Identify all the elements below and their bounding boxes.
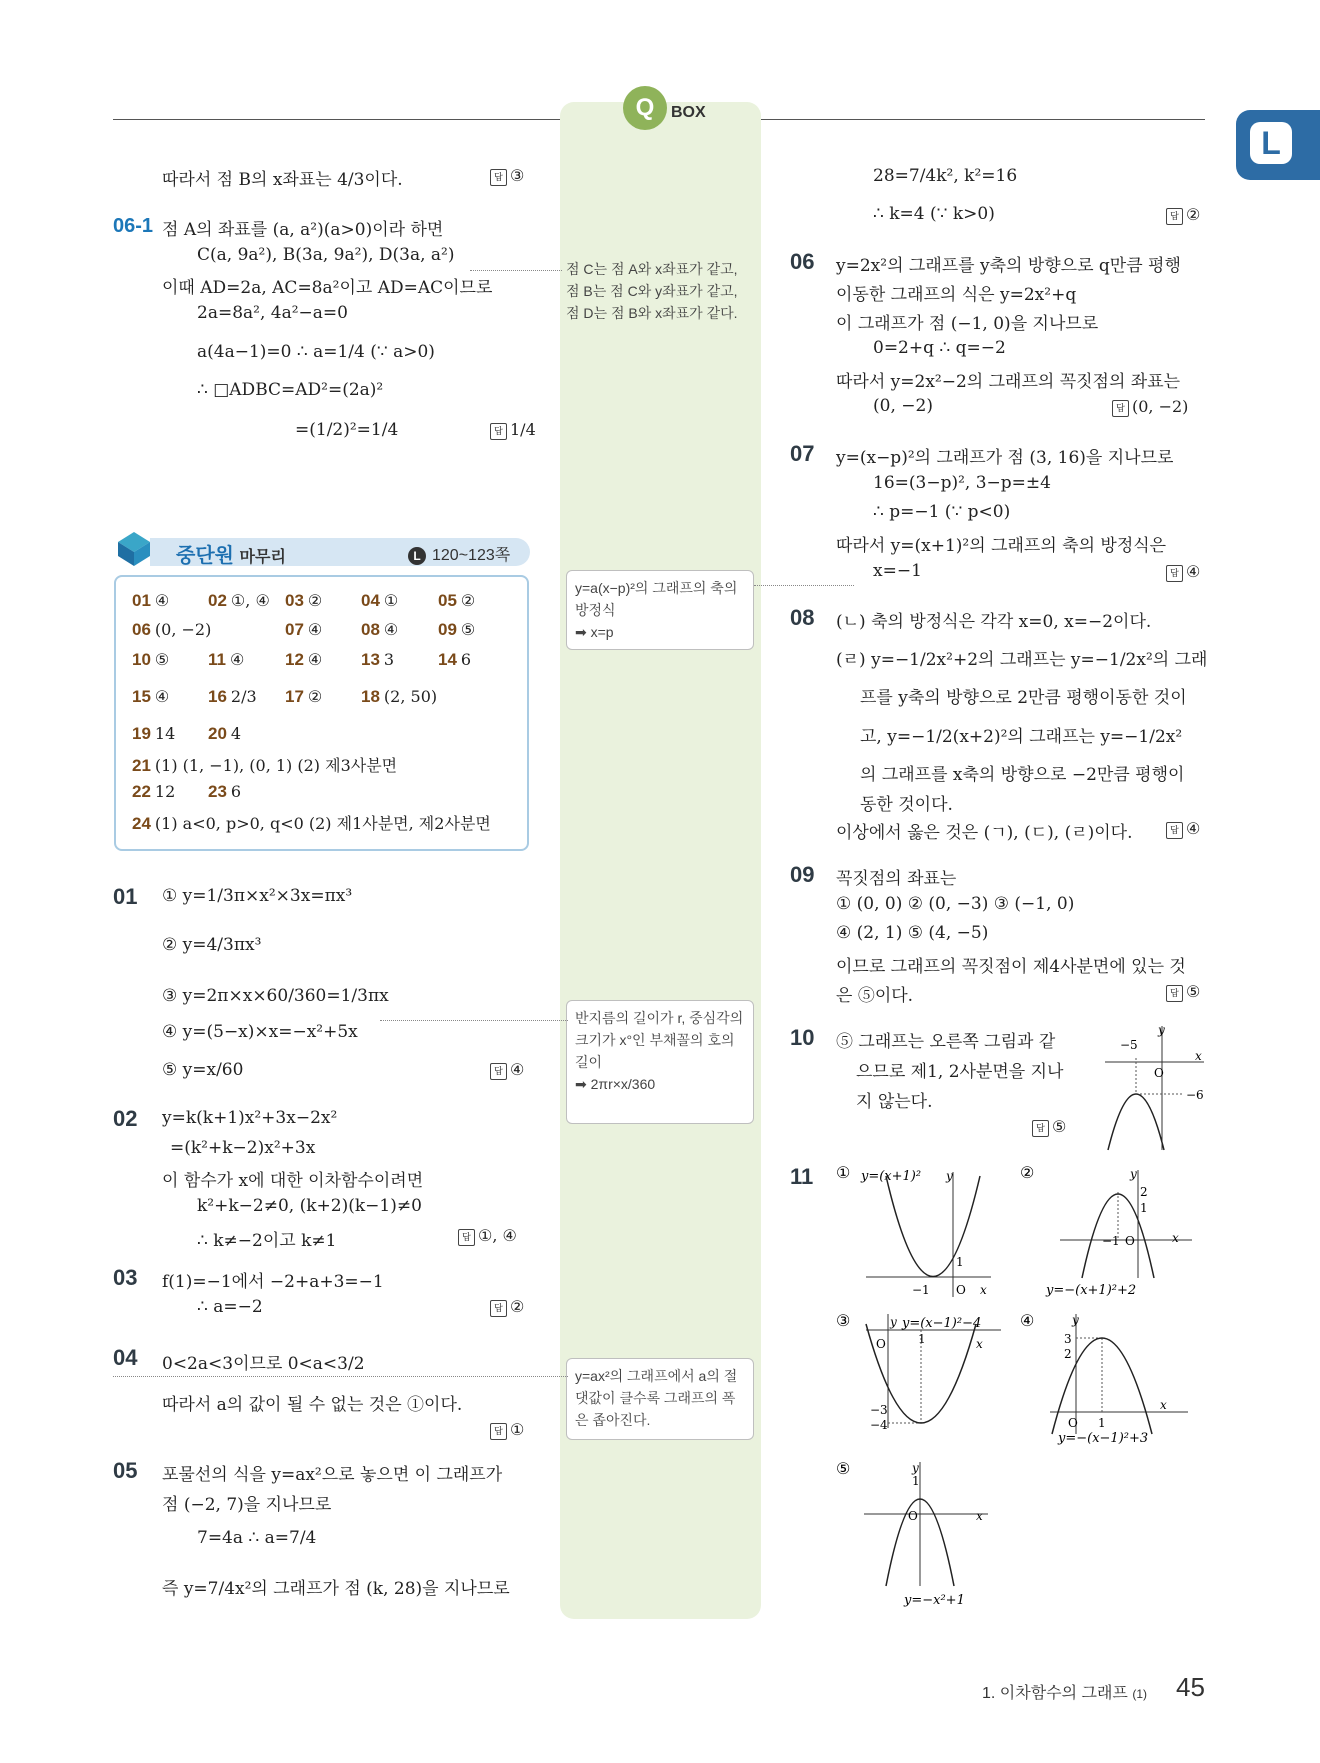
summary-07: 07 ④ bbox=[285, 620, 323, 639]
s10-line-1: 으므로 제1, 2사분면을 지나 bbox=[856, 1062, 1064, 1082]
solution-05-number: 05 bbox=[113, 1458, 138, 1483]
graph-11-2-x: x bbox=[1172, 1231, 1179, 1245]
graph-10 bbox=[1100, 1020, 1210, 1152]
s01-line-4: ⑤ y=x/60 bbox=[162, 1060, 244, 1080]
answer-07: 답 ④ bbox=[1166, 562, 1200, 582]
p061-line-6: =(1/2)²=1/4 bbox=[295, 420, 399, 440]
solution-07-number: 07 bbox=[790, 441, 815, 466]
header-rule-left bbox=[113, 119, 560, 120]
graph-11-2-o: O bbox=[1125, 1234, 1135, 1248]
s06-line-4: 따라서 y=2x²−2의 그래프의 꼭짓점의 좌표는 bbox=[836, 372, 1181, 392]
summary-02: 02 ①, ④ bbox=[208, 591, 270, 610]
graph-11-3-mark: ③ bbox=[836, 1311, 851, 1330]
graph-11-2-two: 2 bbox=[1140, 1185, 1148, 1199]
qbox-note-2 bbox=[566, 570, 754, 650]
s06-line-0: y=2x²의 그래프를 y축의 방향으로 q만큼 평행 bbox=[836, 256, 1181, 276]
summary-16: 16 2/3 bbox=[208, 687, 257, 706]
s06-line-1: 이동한 그래프의 식은 y=2x²+q bbox=[836, 285, 1077, 305]
qbox-leader-1 bbox=[470, 270, 562, 271]
summary-13: 13 3 bbox=[361, 650, 395, 669]
qbox-note-3-formula: ➡ 2πr×x/360 bbox=[575, 1076, 656, 1092]
solution-03-number: 03 bbox=[113, 1265, 138, 1290]
solution-01-number: 01 bbox=[113, 884, 138, 909]
summary-22: 22 12 bbox=[132, 782, 176, 801]
qbox-note-1: 점 C는 점 A와 x좌표가 같고, 점 B는 점 C와 y좌표가 같고, 점 D는 점 B와 x좌표가 같다. bbox=[566, 261, 738, 321]
summary-04: 04 ① bbox=[361, 591, 399, 610]
summary-14: 14 6 bbox=[438, 650, 472, 669]
qbox-leader-3 bbox=[380, 1020, 568, 1021]
answer-08: 답 ④ bbox=[1166, 819, 1200, 839]
answer-06: 답 (0, −2) bbox=[1112, 397, 1188, 417]
graph-11-2 bbox=[1020, 1162, 1200, 1302]
p061-line-5: ∴ □ADBC=AD²=(2a)² bbox=[197, 380, 384, 400]
p061-line-4: a(4a−1)=0 ∴ a=1/4 (∵ a>0) bbox=[197, 342, 435, 362]
s08-line-0: (ㄴ) 축의 방정식은 각각 x=0, x=−2이다. bbox=[836, 612, 1152, 632]
answer-top-left: 답 ③ bbox=[490, 166, 524, 186]
answer-summary-box bbox=[114, 575, 529, 851]
s03-line-1: ∴ a=−2 bbox=[197, 1297, 263, 1317]
s05-line-0: 포물선의 식을 y=ax²으로 놓으면 이 그래프가 bbox=[162, 1465, 503, 1485]
s04-line-1: 따라서 a의 값이 될 수 없는 것은 ①이다. bbox=[162, 1395, 463, 1415]
answer-01: 답 ④ bbox=[490, 1060, 524, 1080]
summary-15: 15 ④ bbox=[132, 687, 170, 706]
graph-11-5-label: y=−x²+1 bbox=[904, 1593, 965, 1608]
qbox-leader-2 bbox=[754, 585, 854, 586]
s01-line-3: ④ y=(5−x)×x=−x²+5x bbox=[162, 1022, 358, 1042]
graph-11-1-curve bbox=[886, 1176, 980, 1277]
summary-19: 19 14 bbox=[132, 724, 176, 743]
s01-line-2: ③ y=2π×x×60/360=1/3πx bbox=[162, 986, 389, 1006]
graph-11-5-one: 1 bbox=[912, 1474, 920, 1488]
s09-line-0: 꼭짓점의 좌표는 bbox=[836, 869, 957, 889]
graph-10-tick-neg6: −6 bbox=[1186, 1088, 1204, 1102]
graph-11-3-neg4: −4 bbox=[870, 1418, 888, 1432]
s07-line-1: 16=(3−p)², 3−p=±4 bbox=[873, 473, 1051, 493]
r-top-line-0: 28=7/4k², k²=16 bbox=[873, 166, 1018, 186]
qbox-leader-4 bbox=[113, 1376, 568, 1377]
answer-r-top: 답 ② bbox=[1166, 205, 1200, 225]
footer-chapter: 1. 이차함수의 그래프 (1) bbox=[982, 1685, 1148, 1702]
summary-05: 05 ② bbox=[438, 591, 476, 610]
s02-line-2: 이 함수가 x에 대한 이차함수이려면 bbox=[162, 1171, 424, 1191]
summary-10: 10 ⑤ bbox=[132, 650, 170, 669]
s09-line-4: 은 ⑤이다. bbox=[836, 986, 914, 1006]
s08-line-3: 고, y=−1/2(x+2)²의 그래프는 y=−1/2x² bbox=[860, 727, 1183, 747]
graph-11-3-y: y bbox=[890, 1315, 897, 1329]
s06-line-3: 0=2+q ∴ q=−2 bbox=[873, 338, 1006, 358]
section-title: 중단원 마무리 bbox=[176, 545, 286, 567]
s09-line-2: ④ (2, 1) ⑤ (4, −5) bbox=[836, 923, 989, 943]
summary-24: 24 (1) a<0, p>0, q<0 (2) 제1사분면, 제2사분면 bbox=[132, 814, 491, 833]
s02-line-0: y=k(k+1)x²+3x−2x² bbox=[162, 1108, 338, 1128]
r-top-line-1: ∴ k=4 (∵ k>0) bbox=[873, 204, 995, 224]
section-cube-icon bbox=[114, 528, 154, 568]
graph-10-origin: O bbox=[1154, 1066, 1164, 1080]
tab-l-icon: L bbox=[1250, 122, 1292, 164]
graph-11-1-y: y bbox=[946, 1169, 953, 1183]
chapter-tab bbox=[1236, 110, 1320, 180]
s08-line-6: 이상에서 옳은 것은 (ㄱ), (ㄷ), (ㄹ)이다. bbox=[836, 823, 1133, 843]
graph-11-2-one: 1 bbox=[1140, 1201, 1148, 1215]
s09-line-3: 이므로 그래프의 꼭짓점이 제4사분면에 있는 것 bbox=[836, 957, 1186, 977]
s10-line-0: ⑤ 그래프는 오른쪽 그림과 같 bbox=[836, 1032, 1056, 1052]
s07-line-4: x=−1 bbox=[873, 561, 922, 581]
graph-11-4-three: 3 bbox=[1064, 1332, 1072, 1346]
p061-line-3: 2a=8a², 4a²−a=0 bbox=[197, 303, 348, 323]
answer-09: 답 ⑤ bbox=[1166, 982, 1200, 1002]
summary-18: 18 (2, 50) bbox=[361, 687, 438, 706]
s02-line-1: =(k²+k−2)x²+3x bbox=[170, 1138, 316, 1158]
graph-11-5-o: O bbox=[908, 1509, 918, 1523]
summary-09: 09 ⑤ bbox=[438, 620, 476, 639]
s07-line-0: y=(x−p)²의 그래프가 점 (3, 16)을 지나므로 bbox=[836, 448, 1174, 468]
graph-10-tick-neg5: −5 bbox=[1120, 1038, 1138, 1052]
graph-11-5-y: y bbox=[912, 1461, 919, 1475]
answer-02: 답 ①, ④ bbox=[458, 1226, 517, 1246]
s05-line-3: 즉 y=7/4x²의 그래프가 점 (k, 28)을 지나므로 bbox=[162, 1579, 510, 1599]
graph-10-y-label: y bbox=[1158, 1023, 1165, 1037]
qbox-note-3 bbox=[566, 1000, 754, 1124]
s01-line-0: ① y=1/3π×x²×3x=πx³ bbox=[162, 886, 353, 906]
graph-11-1 bbox=[836, 1162, 996, 1302]
s07-line-2: ∴ p=−1 (∵ p<0) bbox=[873, 502, 1011, 522]
summary-20: 20 4 bbox=[208, 724, 242, 743]
graph-11-2-label: y=−(x+1)²+2 bbox=[1046, 1283, 1137, 1298]
s06-line-2: 이 그래프가 점 (−1, 0)을 지나므로 bbox=[836, 314, 1099, 334]
s08-line-1: (ㄹ) y=−1/2x²+2의 그래프는 y=−1/2x²의 그래 bbox=[836, 650, 1208, 670]
solution-10-number: 10 bbox=[790, 1025, 815, 1050]
summary-03: 03 ② bbox=[285, 591, 323, 610]
answer-03: 답 ② bbox=[490, 1297, 524, 1317]
answer-10: 답 ⑤ bbox=[1032, 1117, 1066, 1137]
graph-11-1-o: O bbox=[956, 1283, 966, 1297]
graph-11-3-x: x bbox=[976, 1337, 983, 1351]
graph-10-curve bbox=[1108, 1094, 1164, 1150]
qbox-label: BOX bbox=[671, 104, 706, 121]
s05-line-2: 7=4a ∴ a=7/4 bbox=[197, 1528, 317, 1548]
graph-11-4-one: 1 bbox=[1098, 1416, 1106, 1430]
summary-08: 08 ④ bbox=[361, 620, 399, 639]
page-number: 45 bbox=[1176, 1672, 1205, 1702]
summary-11: 11 ④ bbox=[208, 650, 245, 669]
summary-17: 17 ② bbox=[285, 687, 323, 706]
s08-line-5: 동한 것이다. bbox=[860, 795, 953, 815]
graph-11-1-one: 1 bbox=[956, 1255, 964, 1269]
graph-11-2-y: y bbox=[1130, 1167, 1137, 1181]
graph-11-2-mark: ② bbox=[1020, 1163, 1035, 1182]
answer-04: 답 ① bbox=[490, 1420, 524, 1440]
problem-06-1-number: 06-1 bbox=[113, 215, 154, 237]
graph-11-4-y: y bbox=[1072, 1313, 1079, 1327]
solution-02-number: 02 bbox=[113, 1106, 138, 1131]
s02-line-4: ∴ k≠−2이고 k≠1 bbox=[197, 1231, 337, 1251]
qbox-note-3-text: 반지름의 길이가 r, 중심각의 크기가 x°인 부채꼴의 호의 길이 bbox=[575, 1010, 744, 1070]
line-b-x: 따라서 점 B의 x좌표는 4/3이다. bbox=[162, 170, 403, 190]
graph-11-1-mark: ① bbox=[836, 1163, 851, 1182]
graph-11-4-mark: ④ bbox=[1020, 1311, 1035, 1330]
header-rule-right bbox=[761, 119, 1205, 120]
summary-12: 12 ④ bbox=[285, 650, 323, 669]
p061-line-0: 점 A의 좌표를 (a, a²)(a>0)이라 하면 bbox=[162, 220, 444, 240]
graph-11-5-x: x bbox=[976, 1509, 983, 1523]
section-icon bbox=[114, 528, 154, 568]
s04-line-0: 0<2a<3이므로 0<a<3/2 bbox=[162, 1354, 365, 1374]
graph-11-5-mark: ⑤ bbox=[836, 1459, 851, 1478]
s01-line-1: ② y=4/3πx³ bbox=[162, 935, 262, 955]
p061-line-1: C(a, 9a²), B(3a, 9a²), D(3a, a²) bbox=[197, 245, 455, 265]
qbox-note-4-text: y=ax²의 그래프에서 a의 절댓값이 클수록 그래프의 폭은 좁아진다. bbox=[575, 1368, 738, 1428]
solution-08-number: 08 bbox=[790, 605, 815, 630]
summary-01: 01 ④ bbox=[132, 591, 170, 610]
summary-23: 23 6 bbox=[208, 782, 242, 801]
qbox-note-4 bbox=[566, 1358, 754, 1440]
s05-line-1: 점 (−2, 7)을 지나므로 bbox=[162, 1495, 332, 1515]
graph-11-3-one: 1 bbox=[918, 1332, 926, 1346]
s07-line-3: 따라서 y=(x+1)²의 그래프의 축의 방정식은 bbox=[836, 536, 1167, 556]
graph-11-4-label: y=−(x−1)²+3 bbox=[1058, 1431, 1149, 1446]
solution-11-number: 11 bbox=[790, 1164, 814, 1189]
solution-04-number: 04 bbox=[113, 1345, 138, 1370]
s06-line-5: (0, −2) bbox=[873, 396, 933, 416]
graph-11-3-o: O bbox=[876, 1337, 886, 1351]
graph-11-4 bbox=[1020, 1310, 1200, 1450]
graph-11-4-o: O bbox=[1068, 1416, 1078, 1430]
graph-11-3 bbox=[836, 1310, 1016, 1440]
graph-11-2-neg1: −1 bbox=[1102, 1234, 1120, 1248]
qbox-badge: Q bbox=[623, 86, 667, 130]
graph-11-1-label: y=(x+1)² bbox=[861, 1169, 922, 1184]
qbox-note-2-text: y=a(x−p)²의 그래프의 축의 방정식 bbox=[575, 580, 738, 618]
s10-line-2: 지 않는다. bbox=[856, 1092, 933, 1112]
summary-06: 06 (0, −2) bbox=[132, 620, 212, 639]
qbox-note-2-formula: ➡ x=p bbox=[575, 624, 614, 640]
s03-line-0: f(1)=−1에서 −2+a+3=−1 bbox=[162, 1272, 384, 1292]
unit-l-icon: L bbox=[408, 547, 426, 565]
summary-21: 21 (1) (1, −1), (0, 1) (2) 제3사분면 bbox=[132, 756, 398, 775]
graph-10-x-label: x bbox=[1195, 1049, 1202, 1063]
s08-line-4: 의 그래프를 x축의 방향으로 −2만큼 평행이 bbox=[860, 765, 1185, 785]
graph-11-4-two: 2 bbox=[1064, 1347, 1072, 1361]
s09-line-1: ① (0, 0) ② (0, −3) ③ (−1, 0) bbox=[836, 894, 1075, 914]
solution-06-number: 06 bbox=[790, 249, 815, 274]
solution-09-number: 09 bbox=[790, 862, 815, 887]
graph-11-1-x: x bbox=[980, 1283, 987, 1297]
p061-line-2: 이때 AD=2a, AC=8a²이고 AD=AC이므로 bbox=[162, 278, 493, 298]
s08-line-2: 프를 y축의 방향으로 2만큼 평행이동한 것이 bbox=[860, 688, 1187, 708]
graph-11-5 bbox=[836, 1458, 1006, 1608]
graph-11-1-neg1: −1 bbox=[912, 1283, 930, 1297]
graph-11-3-neg3: −3 bbox=[870, 1403, 888, 1417]
s02-line-3: k²+k−2≠0, (k+2)(k−1)≠0 bbox=[197, 1196, 422, 1216]
graph-11-3-label: y=(x−1)²−4 bbox=[902, 1316, 982, 1331]
section-pages: L 120~123쪽 bbox=[408, 542, 510, 565]
graph-11-4-x: x bbox=[1160, 1398, 1167, 1412]
answer-06-1: 답 1/4 bbox=[490, 420, 536, 440]
